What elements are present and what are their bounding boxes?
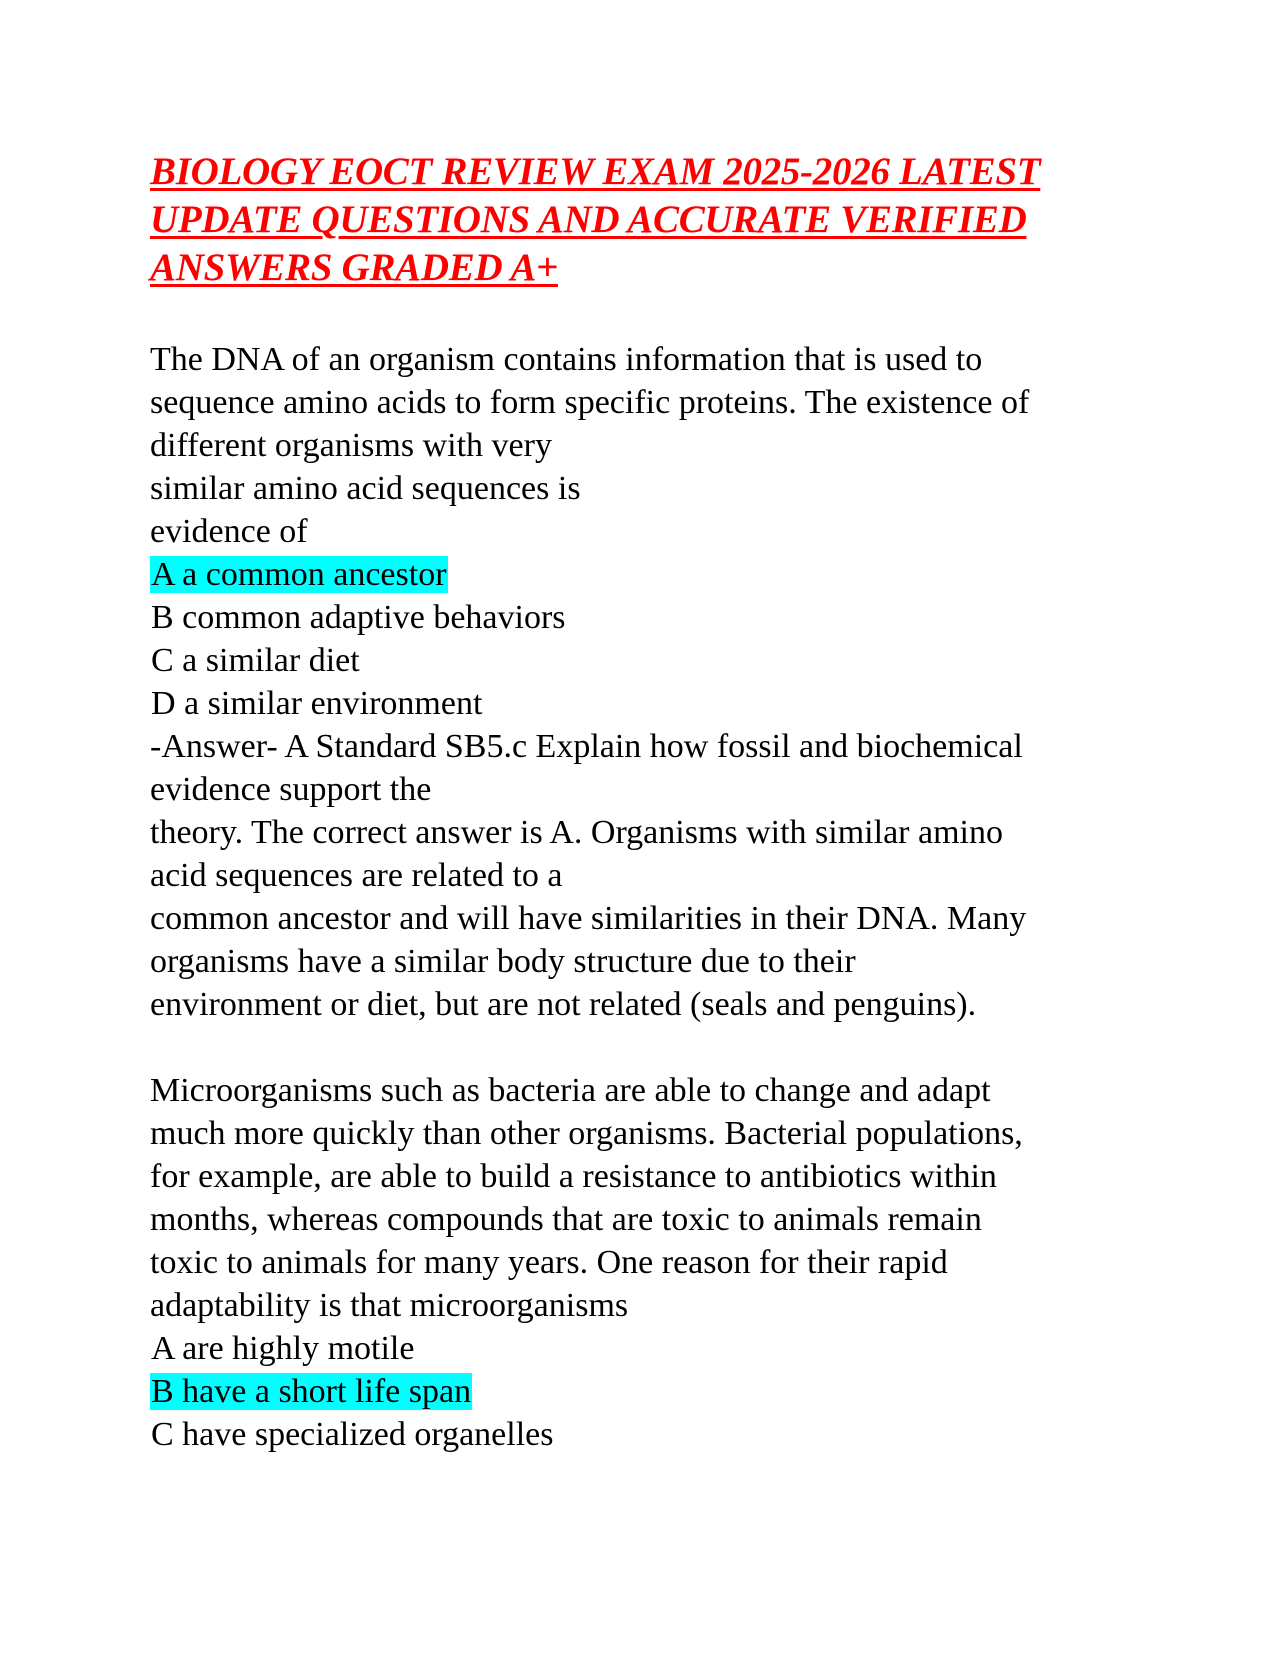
question-stem-line: Microorganisms such as bacteria are able to change and adapt [150,1072,991,1109]
question-stem-line: much more quickly than other organisms. Bacterial populations, [150,1115,1023,1152]
question-stem-line: evidence of [150,513,308,550]
title-line: BIOLOGY EOCT REVIEW EXAM 2025-2026 LATEST [150,150,1041,193]
answer-option [150,596,1140,639]
answer-explanation-line: evidence support the [150,771,432,808]
option-text: D a similar environment [151,685,483,722]
document-title [150,148,1140,292]
question-stem-line: toxic to animals for many years. One reason for their rapid [150,1244,948,1281]
correct-option-highlight: B have a short life span [151,1373,472,1410]
answer-explanation-line: acid sequences are related to a [150,857,563,894]
title-line: UPDATE QUESTIONS AND ACCURATE VERIFIED [150,198,1027,241]
option-text: C have specialized organelles [151,1416,554,1453]
question-stem-line: sequence amino acids to form specific proteins. The existence of [150,384,1030,421]
correct-option-highlight: A a common ancestor [151,556,447,593]
title-line: ANSWERS GRADED A+ [150,246,558,289]
answer-option [150,1413,1140,1456]
question-stem-line: The DNA of an organism contains information that is used to [150,341,983,378]
question-stem-line: adaptability is that microorganisms [150,1287,629,1324]
answer-explanation-line: organisms have a similar body structure due to their [150,943,856,980]
option-text: C a similar diet [151,642,360,679]
answer-option [150,639,1140,682]
document-page [150,148,1140,1456]
question-2 [150,1069,1140,1456]
question-stem-line: similar amino acid sequences is [150,470,581,507]
option-text: A are highly motile [151,1330,415,1367]
answer-option [150,553,1140,596]
spacer [150,292,1140,338]
question-1 [150,338,1140,1026]
answer-explanation-line: theory. The correct answer is A. Organisms with similar amino [150,814,1003,851]
option-text: B common adaptive behaviors [151,599,566,636]
answer-option [150,682,1140,725]
answer-explanation-line: -Answer- A Standard SB5.c Explain how fossil and biochemical [150,728,1023,765]
answer-option [150,1327,1140,1370]
question-stem-line: for example, are able to build a resistance to antibiotics within [150,1158,997,1195]
question-stem-line: different organisms with very [150,427,552,464]
question-stem-line: months, whereas compounds that are toxic to animals remain [150,1201,982,1238]
answer-explanation-line: common ancestor and will have similarities in their DNA. Many [150,900,1027,937]
answer-explanation-line: environment or diet, but are not related (seals and penguins). [150,986,977,1023]
spacer [150,1026,1140,1069]
answer-option [150,1370,1140,1413]
